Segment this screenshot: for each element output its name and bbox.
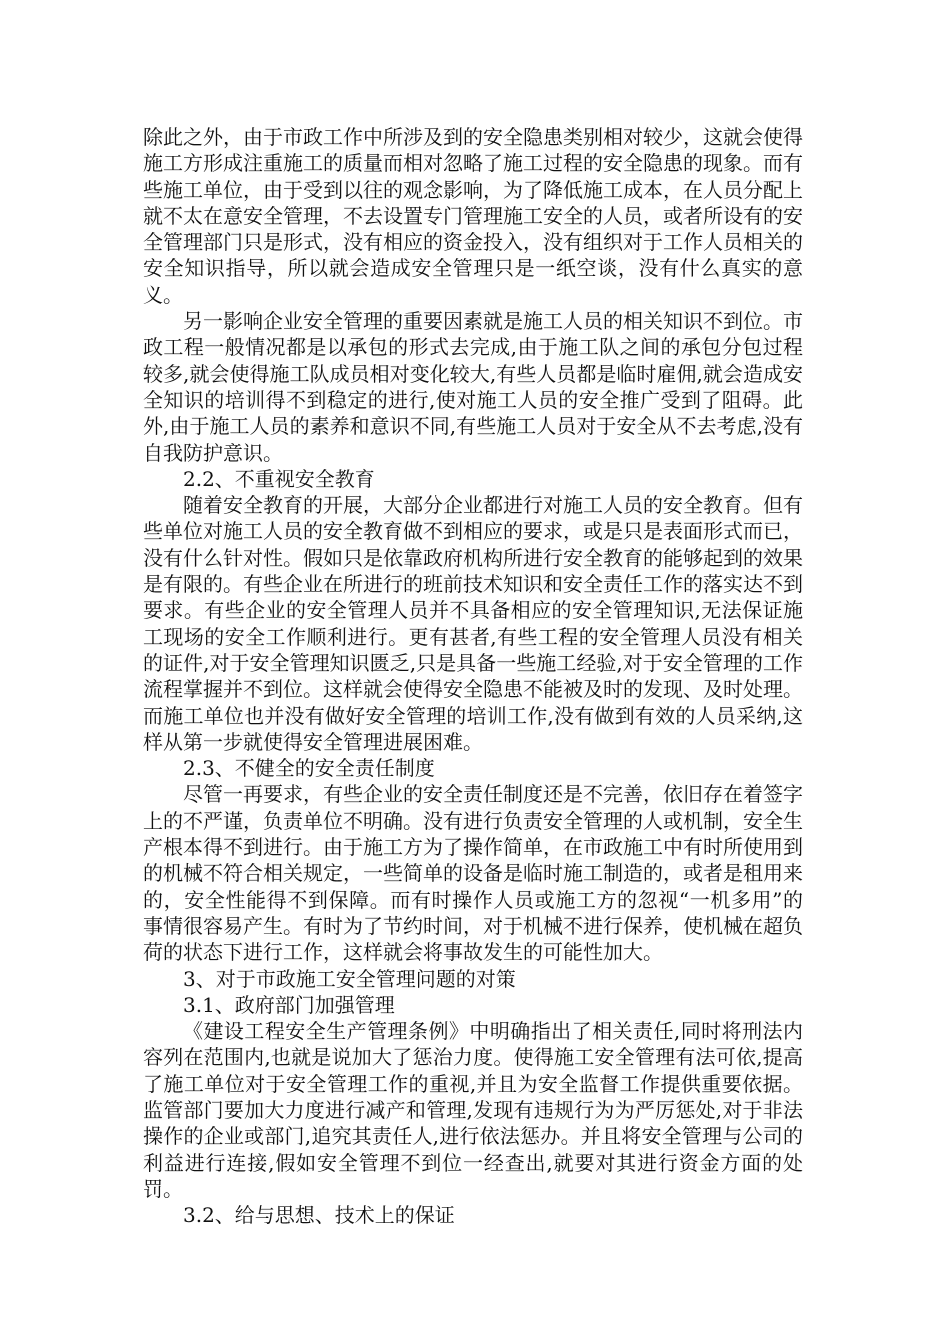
section-heading-3: 3、对于市政施工安全管理问题的对策 bbox=[183, 966, 516, 991]
section-heading-3-1: 3.1、政府部门加强管理 bbox=[183, 992, 395, 1017]
paragraph-government-management: 《建设工程安全生产管理条例》中明确指出了相关责任,同时将刑法内容列在范围内,也就是说加大了惩治力度。使得施工安全管理有法可依,提高了施工单位对于安全管理工作的重视,并且为安全监督工作提供重要依据。监管部门要加大力度进行减产和管理,发现有违规行为为严厉惩处,对于非法操作的企业或部门,追究其责任人,进行依法惩办。并且将安全管理与公司的利益进行连接,假如安全管理不到位一经查出,就要对其进行资金方面的处罚。 bbox=[143, 1019, 803, 1201]
paragraph-worker-knowledge: 另一影响企业安全管理的重要因素就是施工人员的相关知识不到位。市政工程一般情况都是以承包的形式去完成,由于施工队之间的承包分包过程较多,就会使得施工队成员相对变化较大,有些人员都是临时雇佣,就会造成安全知识的培训得不到稳定的进行,使对施工人员的安全推广受到了阻碍。此外,由于施工人员的素养和意识不同,有些施工人员对于安全从不去考虑,没有自我防护意识。 bbox=[143, 309, 803, 465]
document-body bbox=[143, 124, 803, 1228]
paragraph-responsibility-system: 尽管一再要求，有些企业的安全责任制度还是不完善，依旧存在着签字上的不严谨，负责单位不明确。没有进行负责安全管理的人或机制，安全生产根本得不到进行。由于施工方为了操作简单，在市政施工中有时所使用到的机械不符合相关规定，一些简单的设备是临时施工制造的，或者是租用来的，安全性能得不到保障。而有时操作人员或施工方的忽视“一机多用”的事情很容易产生。有时为了节约时间，对于机械不进行保养，使机械在超负荷的状态下进行工作，这样就会将事故发生的可能性加大。 bbox=[143, 782, 803, 965]
section-heading-2-2: 2.2、不重视安全教育 bbox=[183, 466, 375, 491]
section-heading-3-2: 3.2、给与思想、技术上的保证 bbox=[183, 1203, 455, 1228]
paragraph-safety-hazards: 除此之外，由于市政工作中所涉及到的安全隐患类别相对较少，这就会使得施工方形成注重施工的质量而相对忽略了施工过程的安全隐患的现象。而有些施工单位，由于受到以往的观念影响，为了降低施工成本，在人员分配上就不太在意安全管理，不去设置专门管理施工安全的人员，或者所设有的安全管理部门只是形式，没有相应的资金投入，没有组织对于工作人员相关的安全知识指导，所以就会造成安全管理只是一纸空谈，没有什么真实的意义。 bbox=[143, 125, 803, 307]
paragraph-safety-education: 随着安全教育的开展，大部分企业都进行对施工人员的安全教育。但有些单位对施工人员的安全教育做不到相应的要求，或是只是表面形式而已，没有什么针对性。假如只是依靠政府机构所进行安全教育的能够起到的效果是有限的。有些企业在所进行的班前技术知识和安全责任工作的落实达不到要求。有些企业的安全管理人员并不具备相应的安全管理知识,无法保证施工现场的安全工作顺利进行。更有甚者,有些工程的安全管理人员没有相关的证件,对于安全管理知识匮乏,只是具备一些施工经验,对于安全管理的工作流程掌握并不到位。这样就会使得安全隐患不能被及时的发现、及时处理。而施工单位也并没有做好安全管理的培训工作,没有做到有效的人员采纳,这样从第一步就使得安全管理进展困难。 bbox=[143, 493, 803, 754]
section-heading-2-3: 2.3、不健全的安全责任制度 bbox=[183, 756, 435, 781]
